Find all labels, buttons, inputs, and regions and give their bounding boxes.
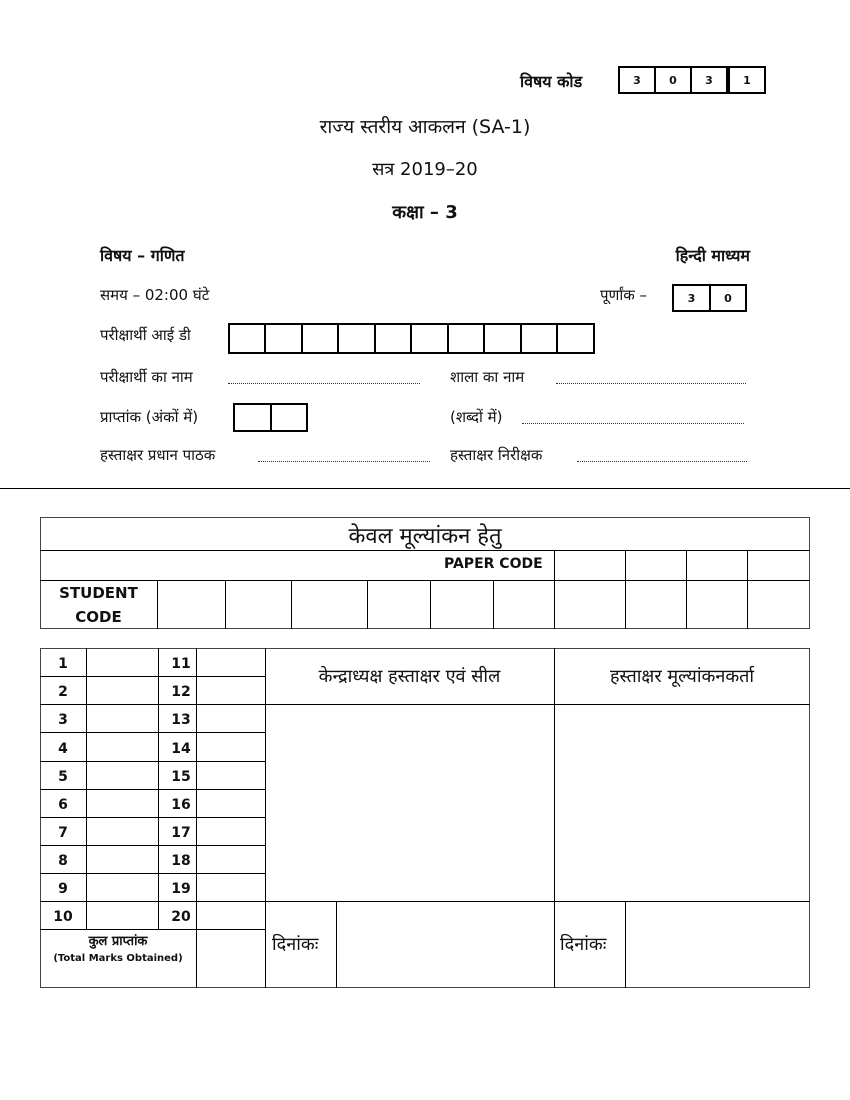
table-line — [157, 580, 158, 629]
table-line — [265, 648, 266, 988]
exam-title: राज्य स्तरीय आकलन (SA-1) — [319, 116, 531, 138]
marks-digits-label: प्राप्तांक (अंकों में) — [100, 408, 199, 426]
table-line — [40, 676, 265, 677]
subject-code-digit: 1 — [728, 66, 766, 94]
question-number: 1 — [58, 656, 68, 672]
candidate-id-box[interactable] — [520, 323, 558, 354]
table-line — [40, 704, 810, 705]
marks-digit-box[interactable] — [270, 403, 308, 432]
table-line — [40, 550, 810, 551]
invigilator-sign-label: हस्ताक्षर निरीक्षक — [450, 446, 543, 464]
student-code-label: CODE — [75, 608, 122, 626]
max-marks-label: पूर्णांक – — [600, 286, 648, 304]
table-line — [493, 580, 494, 629]
table-line — [554, 648, 555, 988]
candidate-name-label: परीक्षार्थी का नाम — [100, 368, 193, 386]
table-line — [225, 580, 226, 629]
table-line — [40, 873, 265, 874]
school-name-label: शाला का नाम — [450, 368, 525, 386]
date-label: दिनांकः — [272, 934, 319, 955]
question-number: 15 — [171, 769, 191, 785]
table-line — [40, 761, 265, 762]
session: सत्र 2019–20 — [372, 159, 478, 180]
table-line — [625, 901, 626, 988]
subject-code-label: विषय कोड — [520, 72, 583, 91]
evaluator-sign-label: हस्ताक्षर मूल्यांकनकर्ता — [609, 666, 755, 687]
page-divider — [0, 488, 850, 489]
question-number: 20 — [171, 909, 191, 925]
table-line — [367, 580, 368, 629]
candidate-id-box[interactable] — [556, 323, 595, 354]
question-number: 6 — [58, 797, 68, 813]
question-number: 10 — [53, 909, 73, 925]
table-line — [40, 732, 265, 733]
candidate-id-box[interactable] — [301, 323, 339, 354]
table-line — [686, 550, 687, 629]
candidate-id-box[interactable] — [447, 323, 485, 354]
candidate-id-box[interactable] — [264, 323, 303, 354]
total-marks-label-en: (Total Marks Obtained) — [53, 953, 183, 964]
question-number: 8 — [58, 853, 68, 869]
question-number: 16 — [171, 797, 191, 813]
question-number: 2 — [58, 684, 68, 700]
question-number: 5 — [58, 769, 68, 785]
subject-code-digit: 0 — [654, 66, 692, 94]
question-number: 7 — [58, 825, 68, 841]
medium: हिन्दी माध्यम — [675, 246, 750, 265]
question-number: 17 — [171, 825, 191, 841]
table-line — [40, 845, 265, 846]
table-line — [554, 550, 555, 629]
principal-sign-label: हस्ताक्षर प्रधान पाठक — [100, 446, 216, 464]
date-label: दिनांकः — [560, 934, 607, 955]
question-number: 13 — [171, 712, 191, 728]
invigilator-sign-field[interactable] — [577, 461, 747, 462]
table-line — [40, 929, 265, 930]
table-line — [40, 789, 265, 790]
candidate-id-box[interactable] — [228, 323, 266, 354]
question-number: 18 — [171, 853, 191, 869]
class: कक्षा – 3 — [392, 202, 458, 223]
table-line — [86, 648, 87, 929]
principal-sign-field[interactable] — [258, 461, 430, 462]
subject-code-boxes — [618, 66, 766, 94]
marks-digit-box[interactable] — [233, 403, 272, 432]
candidate-id-boxes[interactable] — [228, 323, 595, 354]
student-code-label: STUDENT — [59, 584, 138, 602]
candidate-id-label: परीक्षार्थी आई डी — [100, 326, 191, 344]
candidate-name-field[interactable] — [228, 383, 420, 384]
question-number: 11 — [171, 656, 191, 672]
candidate-id-box[interactable] — [337, 323, 376, 354]
table-line — [291, 580, 292, 629]
candidate-id-box[interactable] — [483, 323, 522, 354]
question-number: 14 — [171, 741, 191, 757]
paper-code-label: PAPER CODE — [444, 556, 543, 572]
table-line — [40, 901, 810, 902]
candidate-id-box[interactable] — [410, 323, 449, 354]
school-name-field[interactable] — [556, 383, 746, 384]
time: समय – 02:00 घंटे — [100, 286, 210, 304]
max-marks-digit: 3 — [672, 284, 711, 312]
marks-words-field[interactable] — [522, 423, 744, 424]
table-line — [747, 550, 748, 629]
question-number: 3 — [58, 712, 68, 728]
candidate-id-box[interactable] — [374, 323, 412, 354]
subject: विषय – गणित — [100, 246, 185, 265]
table-line — [40, 817, 265, 818]
table-line — [430, 580, 431, 629]
table-line — [40, 580, 810, 581]
subject-code-digit: 3 — [690, 66, 728, 94]
subject-code-digit: 3 — [618, 66, 656, 94]
question-number: 9 — [58, 881, 68, 897]
max-marks-digit: 0 — [709, 284, 747, 312]
question-number: 4 — [58, 741, 68, 757]
question-number: 19 — [171, 881, 191, 897]
table-line — [336, 901, 337, 988]
center-head-sign-label: केन्द्राध्यक्ष हस्ताक्षर एवं सील — [318, 666, 501, 687]
marks-words-label: (शब्दों में) — [450, 408, 503, 426]
evaluation-title: केवल मूल्यांकन हेतु — [348, 524, 502, 549]
table-line — [625, 550, 626, 629]
total-marks-label: कुल प्राप्तांक — [88, 934, 148, 949]
question-number: 12 — [171, 684, 191, 700]
